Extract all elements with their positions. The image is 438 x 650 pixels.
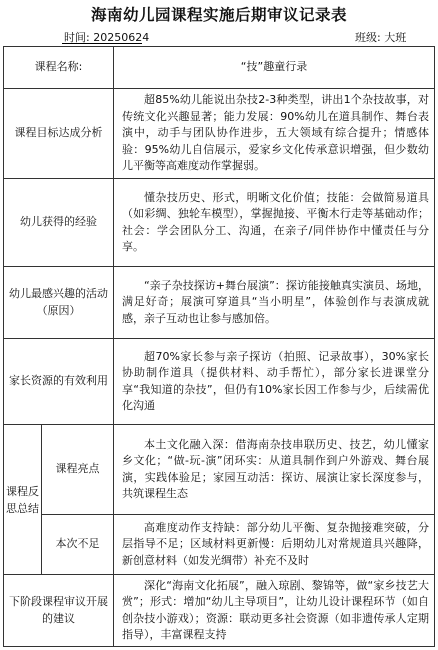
- class-label: 班级:: [355, 31, 381, 44]
- meta-class: [355, 29, 406, 45]
- row-parents: [4, 339, 435, 425]
- row-goal-analysis: [4, 89, 435, 179]
- time-label: 时间:: [64, 31, 90, 44]
- time-value: 20250624: [93, 31, 150, 44]
- page-title: 海南幼儿园课程实施后期审议记录表: [90, 6, 347, 24]
- shortcomings-value: 高难度动作支持缺：部分幼儿平衡、复杂抛接难突破，分层指导不足；区域材料更新慢：后期幼儿对常规道具兴趣降，新创意材料（如发光绸带）补充不及时: [114, 515, 435, 575]
- interest-value: “亲子杂技探访+舞台展演”：探访能接触真实演员、场地，满足好奇；展演可穿道具“当小明星”，体验创作与表演成就感，亲子互动也让参与感加倍。: [114, 267, 435, 339]
- row-highlights: [4, 425, 435, 515]
- interest-label: 幼儿最感兴趣的活动（原因）: [4, 267, 114, 339]
- parents-value: 超70%家长参与亲子探访（拍照、记录故事），30%家长协助制作道具（提供材料、动手帮忙），部分家长进课堂分享“我知道的杂技”，但仍有10%家长因工作参与少，后续需优化沟通: [114, 339, 435, 425]
- class-value: 大班: [384, 31, 407, 44]
- reflection-label: 课程反思总结: [4, 425, 42, 575]
- highlights-label: 课程亮点: [42, 425, 114, 515]
- row-course-name: [4, 47, 435, 89]
- course-name-value: “技”趣童行录: [114, 47, 435, 89]
- parents-label: 家长资源的有效利用: [4, 339, 114, 425]
- row-next-stage: [4, 575, 435, 647]
- time-underline: [62, 43, 142, 44]
- row-experience: [4, 179, 435, 267]
- highlights-value: 本土文化融入深：借海南杂技串联历史、技艺，幼儿懂家乡文化；“做-玩-演”闭环实：从道具制作到户外游戏、舞台展演，实践体验足；家园互动活：探访、展演让家长深度参与，共筑课程生态: [114, 425, 435, 515]
- next-stage-value: 深化“海南文化拓展”，融入琼剧、黎锦等，做“家乡技艺大赏”；形式：增加“幼儿主导项目”，让幼儿设计课程环节（如自创杂技小游戏）；资源：联动更多社会资源（如非遗传承人定期指导），丰富课程支持: [114, 575, 435, 647]
- goal-analysis-value: 超85%幼儿能说出杂技2-3种类型，讲出1个杂技故事，对传统文化兴趣显著；能力发展：90%幼儿在道具制作、舞台表演中，动手与团队协作进步，五大领域有综合提升；情感体验：95%幼儿自信展示，爱家乡文化传承意识增强，但少数幼儿平衡等高难度动作掌握弱。: [114, 89, 435, 179]
- shortcomings-label: 本次不足: [42, 515, 114, 575]
- review-table: [3, 46, 435, 647]
- goal-analysis-label: 课程目标达成分析: [4, 89, 114, 179]
- next-stage-label: 下阶段课程审议开展的建议: [4, 575, 114, 647]
- course-name-label: 课程名称:: [4, 47, 114, 89]
- row-interest: [4, 267, 435, 339]
- experience-label: 幼儿获得的经验: [4, 179, 114, 267]
- row-shortcomings: [4, 515, 435, 575]
- experience-value: 懂杂技历史、形式，明晰文化价值；技能：会做简易道具（如彩绸、独轮车模型），掌握抛接、平衡木行走等基础动作；社会：学会团队分工、沟通，在亲子/同伴协作中懂责任与分享。: [114, 179, 435, 267]
